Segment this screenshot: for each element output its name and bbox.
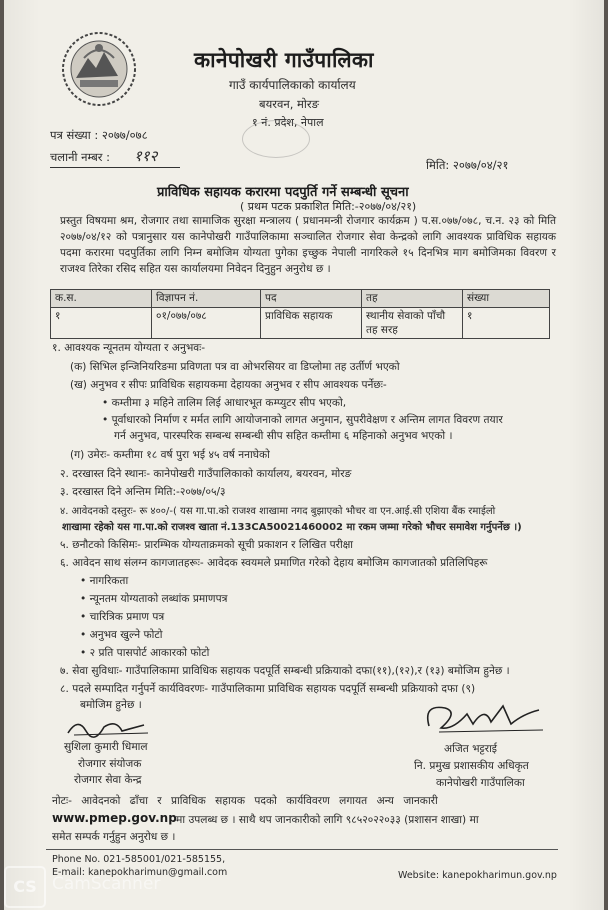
section-last-date: ३. दरखास्त दिने अन्तिम मिति:-२०७७/०५/३ — [60, 486, 226, 498]
section-qualification: १. आवश्यक न्यूनतम योग्यता र अनुभवः- — [52, 342, 206, 354]
doc-citizenship: नागरिकता — [89, 575, 129, 587]
list-item: • न्यूनतम योग्यताको लब्धांक प्रमाणपत्र — [80, 593, 228, 605]
left-signature-icon — [64, 715, 154, 741]
section-selection: ५. छनौटको किसिमः- प्रारम्भिक योग्यताक्रमको सूची प्रकाशन र लिखित परीक्षा — [60, 539, 354, 551]
doc-experience: अनुभव खुल्ने फोटो — [89, 629, 163, 641]
left-sign-role: रोजगार संयोजक — [78, 758, 142, 770]
faded-stamp — [242, 120, 310, 158]
cell-level: स्थानीय सेवाको पाँचौ तह सरह — [362, 308, 463, 339]
cell-count: १ — [463, 308, 550, 339]
cell-serial: १ — [51, 308, 152, 339]
right-sign-name: अजित भट्टराई — [444, 743, 498, 755]
list-item: • नागरिकता — [80, 575, 129, 587]
footer-website: Website: kanepokharimun.gov.np — [398, 870, 557, 881]
chalani-value: ११२ — [134, 147, 158, 165]
office-name: गाउँ कार्यपालिकाको कार्यालय — [229, 78, 356, 92]
table-header-row — [51, 290, 550, 308]
note-line-3: समेत सम्पर्क गर्नुहुन अनुरोध छ । — [52, 831, 176, 843]
section-duties-cont: बमोजिम हुनेछ । — [80, 699, 142, 711]
list-item: • अनुभव खुल्ने फोटो — [80, 629, 163, 641]
list-item: • कम्तीमा ३ महिने तालिम लिई आधारभूत कम्प्युटर सीप भएको, — [102, 397, 347, 409]
col-serial: क.स. — [51, 290, 152, 308]
qualification-b: (ख) अनुभव र सीपः प्राविधिक सहायकमा देहायका अनुभव र सीप आवश्यक पर्नेछः- — [70, 379, 387, 391]
footer-email: E-mail: kanepokharimun@gmail.com — [52, 867, 228, 878]
doc-marksheet: न्यूनतम योग्यताको लब्धांक प्रमाणपत्र — [89, 593, 228, 605]
cell-advert-no: ०१/०७७/०७८ — [152, 308, 261, 339]
camscanner-logo-icon: CS — [4, 866, 46, 908]
qualification-a: (क) सिभिल इन्जिनियरिङमा प्रविणता पत्र वा ओभरसियर वा डिप्लोमा तह उर्तीर्ण भएको — [70, 361, 400, 373]
note-line-1: नोटः- आवेदनको ढाँचा र प्राविधिक सहायक पदको कार्यविवरण लगायत अन्य जानकारी — [52, 795, 438, 807]
col-level: तह — [362, 290, 463, 308]
footer-divider — [46, 849, 558, 850]
nepal-emblem-icon — [58, 28, 140, 110]
vacancy-table — [50, 289, 550, 339]
chalani-label: चलानी नम्बर : — [50, 150, 111, 164]
right-signature-icon — [419, 700, 549, 736]
doc-photo: २ प्रति पासपोर्ट आकारको फोटो — [89, 647, 210, 659]
skill-construction-cont: गर्न अनुभव, पारस्परिक सम्बन्ध सम्बन्धी सीप सहित कम्तीमा ६ महिनाको अनुभव भएको । — [114, 430, 453, 442]
camscanner-text: CamScanner — [52, 874, 161, 894]
doc-character: चारित्रिक प्रमाण पत्र — [89, 611, 165, 623]
camscanner-watermark — [0, 862, 210, 910]
left-sign-office: रोजगार सेवा केन्द्र — [74, 774, 142, 786]
chalani-underline — [50, 167, 180, 168]
cell-post: प्राविधिक सहायक — [261, 308, 362, 339]
list-item: • पूर्वाधारको निर्माण र मर्मत लागि आयोजनाको लागत अनुमान, सुपरीवेक्षण र अन्तिम लागत विवरण तयार — [102, 414, 503, 426]
qualification-c: (ग) उमेरः- कम्तीमा १८ वर्ष पुरा भई ४५ वर्ष ननाघेको — [70, 449, 270, 461]
section-fee-cont: शाखामा रहेको यस गा.पा.को राजश्व खाता नं.133CA50021460002 मा रकम जम्मा गरेको भौचर समावेश गर्नुपर्नेछ ।) — [62, 522, 522, 533]
col-advert-no: विज्ञापन नं. — [152, 290, 261, 308]
list-item: • २ प्रति पासपोर्ट आकारको फोटो — [80, 647, 210, 659]
notice-subtitle: ( प्रथम पटक प्रकाशित मिति:-२०७७/०४/२१) — [240, 200, 417, 213]
col-post: पद — [261, 290, 362, 308]
right-sign-office: कानेपोखरी गाउँपालिका — [436, 777, 525, 789]
section-fee: ४. आवेदनको दस्तुरः- रू ४००/-( यस गा.पा.को राजश्व शाखामा नगद बुझाएको भौचर वा एन.आई.सी एशिया बैंक रमाईलो — [60, 506, 496, 517]
section-facility: ७. सेवा सुविधाः- गाउँपालिकामा प्राविधिक सहायक पदपूर्ति सम्बन्धी प्रक्रियाको दफा(११),(१२),र (१३) बमोजिम हुनेछ । — [60, 665, 510, 677]
section-documents: ६. आवेदन साथ संलग्न कागजातहरूः- आवेदक स्वयमले प्रमाणित गरेको देहाय बमोजिम कागजातको प्रतिलिपिहरू — [60, 557, 488, 569]
skill-construction: पूर्वाधारको निर्माण र मर्मत लागि आयोजनाको लागत अनुमान, सुपरीवेक्षण र अन्तिम लागत विवरण तयार — [111, 414, 503, 426]
table-row — [51, 308, 550, 339]
note-url: www.pmep.gov.np — [52, 811, 177, 825]
list-item: • चारित्रिक प्रमाण पत्र — [80, 611, 165, 623]
office-province: १ नं. प्रदेश, नेपाल — [252, 116, 324, 129]
skill-computer: कम्तीमा ३ महिने तालिम लिई आधारभूत कम्प्युटर सीप भएको, — [111, 397, 347, 409]
notice-title: प्राविधिक सहायक करारमा पदपुर्ति गर्ने सम्बन्धी सूचना — [157, 185, 409, 200]
col-count: संख्या — [463, 290, 550, 308]
office-place: बयरवन, मोरङ — [259, 97, 319, 111]
footer-phone: Phone No. 021-585001/021-585155, — [52, 854, 226, 865]
document-page — [4, 0, 604, 910]
org-name: कानेपोखरी गाउँपालिका — [194, 48, 374, 72]
note-line-2: मा उपलब्ध छ । साथै थप जानकारीको लागि ९८५२०२२०३३ (प्रशासन शाखा) मा — [176, 814, 479, 826]
patra-sankhya: पत्र संख्या : २०७७/०७८ — [50, 128, 148, 142]
notice-date: मिति: २०७७/०४/२१ — [426, 158, 509, 172]
section-duties: ८. पदले सम्पादित गर्नुपर्ने कार्यविवरणः- गाउँपालिकामा प्राविधिक सहायक पदपूर्ति सम्बन्धी प्रक्रियाको दफा (९) — [60, 683, 476, 695]
section-apply-place: २. दरखास्त दिने स्थानः- कानेपोखरी गाउँपालिकाको कार्यालय, बयरवन, मोरङ — [60, 468, 352, 480]
left-sign-name: सुशिला कुमारी धिमाल — [64, 741, 148, 753]
right-sign-role: नि. प्रमुख प्रशासकीय अधिकृत — [414, 760, 529, 772]
notice-intro: प्रस्तुत विषयमा श्रम, रोजगार तथा सामाजिक सुरक्षा मन्त्रालय ( प्रधानमन्त्री रोजगार कार्यक्रम ) प.स.०७७/०७८, च.न. २३ को मिति २०७७/०४/१२ को पत्रानुसार यस कानेपोखरी गाउँपालिकामा सञ्चालित रोजगार सेवा केन्द्रको लागि आवश्यक प्राविधिक सहायक पदमा करारमा पदपुर्तिका लागि निम्न बमोजिम योग्यता पुगेका इच्छुक नेपाली नागरिकले १५ दिनभित्र माग बमोजिमका विवरण र राजश्व तिरेका रसिद सहित यस कार्यालयमा निवेदन दिनुहुन अनुरोध छ । — [60, 215, 556, 275]
